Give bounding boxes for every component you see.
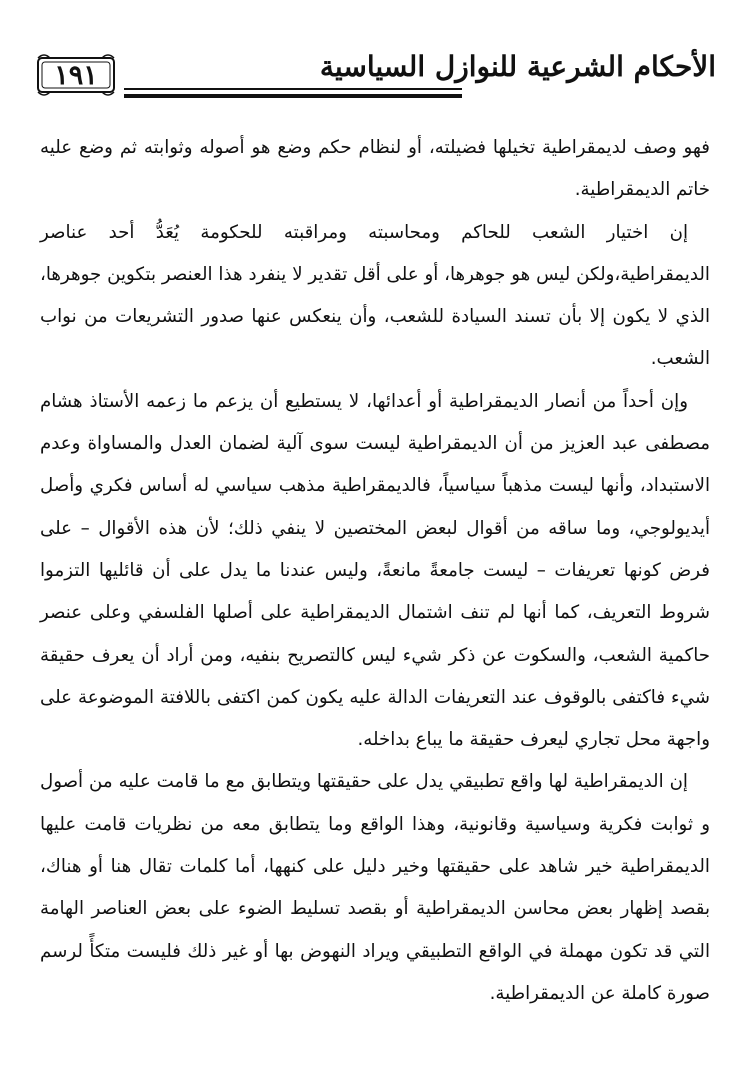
paragraph: فهو وصف لديمقراطية تخيلها فضيلته، أو لنظام حكم وضع هو أصوله وثوابته ثم وضع عليه خاتم الديمقراطية. [40,137,710,201]
header-rule-thick [124,94,462,98]
body-text [40,127,710,1015]
page-number: ١٩١ [54,59,98,91]
paragraph: إن الديمقراطية لها واقع تطبيقي يدل على حقيقتها ويتطابق مع ما قامت عليه من أصول و ثوابت فكرية وسياسية وقانونية، وهذا الواقع وما يتطابق معه من نظريات قامت عليها الديمقراطية خير شاهد على حقيقتها وخير دليل على كنهها، أما كلمات تقال هنا أو هناك، بقصد إظهار بعض محاسن الديمقراطية أو بقصد تسليط الضوء على بعض العناصر الهامة التي قد تكون مهملة في الواقع التطبيقي ويراد النهوض بها أو غير ذلك فليست متكأً لرسم صورة كاملة عن الديمقراطية. [40,771,710,1004]
page-header [28,42,722,114]
header-rule-thin [124,88,462,90]
running-title: الأحكام الشرعية للنوازل السياسية [319,50,716,83]
page-number-frame [34,52,118,98]
paragraph: وإن أحداً من أنصار الديمقراطية أو أعدائها، لا يستطيع أن يزعم ما زعمه الأستاذ هشام مصطفى عبد العزيز من أن الديمقراطية ليست سوى آلية لضمان العدل والمساواة وعدم الاستبداد، وأنها ليست مذهباً سياسياً، فالديمقراطية مذهب سياسي له أساس فكري وأصل أيديولوجي، وما ساقه من أقوال لبعض المختصين لا ينفي ذلك؛ لأن هذه الأقوال – على فرض كونها تعريفات – ليست جامعةً مانعةً، وليس عندنا ما يدل على أن قائليها التزموا شروط التعريف، كما أنها لم تنف اشتمال الديمقراطية على أصلها الفلسفي وعلى عنصر حاكمية الشعب، والسكوت عن ذكر شيء ليس كالتصريح بنفيه، ومن أراد أن يعرف حقيقة شيء فاكتفى بالوقوف عند التعريفات الدالة عليه يكون كمن اكتفى باللافتة الموضوعة على واجهة محل تجاري ليعرف حقيقة ما يباع بداخله. [40,390,710,751]
paragraph: إن اختيار الشعب للحاكم ومحاسبته ومراقبته للحكومة يُعَدُّ أحد عناصر الديمقراطية،ولكن ليس هو جوهرها، أو على أقل تقدير لا ينفرد هذا العنصر بتكوين جوهرها، الذي لا يكون إلا بأن تسند السيادة للشعب، وأن ينعكس عنها صدور التشريعات من نواب الشعب. [40,221,710,370]
